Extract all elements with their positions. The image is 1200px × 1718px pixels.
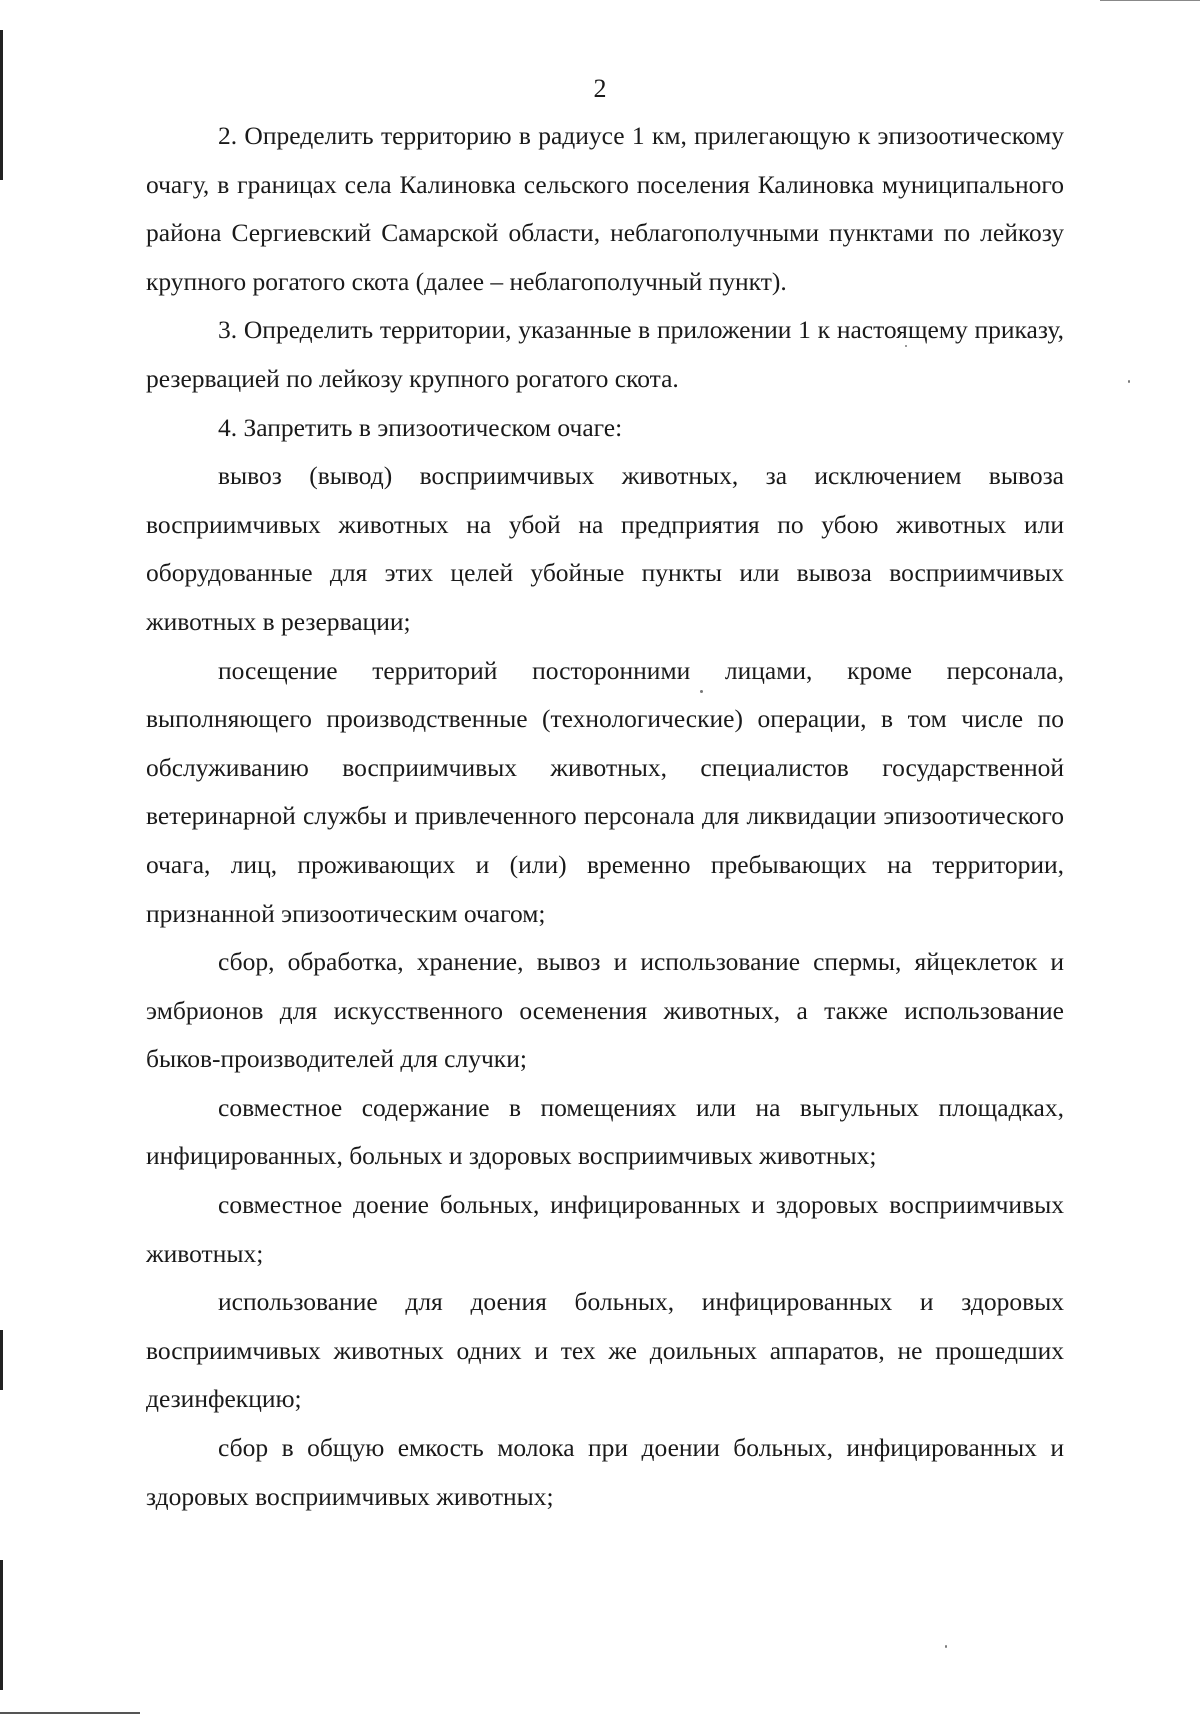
prohibition-joint-milking: совместное доение больных, инфицированных и здоровых восприимчивых животных; (146, 1190, 1064, 1268)
prohibition-joint-housing: совместное содержание в помещениях или на выгульных площадках, инфицированных, больных и здоровых восприимчивых животных; (146, 1092, 1064, 1171)
paragraph-item-3: 3. Определить территории, указанные в приложении 1 к настоящему приказу, резервацией по лейкозу крупного рогатого скота. (146, 315, 1064, 393)
paragraph-item-4: 4. Запретить в эпизоотическом очаге: (218, 412, 623, 442)
scan-speck (1128, 380, 1130, 383)
prohibition-animal-removal: вывоз (вывод) восприимчивых животных, за исключением вывоза восприимчивых животных на убой на предприятия по убою животных или оборудованные для этих целей убойные пункты или вывоза восприимчивых животных в резервации; (146, 461, 1064, 636)
page-number: 2 (593, 74, 607, 103)
paragraph-item-2: 2. Определить территорию в радиусе 1 км, прилегающую к эпизоотическому очагу, в границах села Калиновка сельского поселения Калиновка муниципального района Сергиевский Самарской области, неблагополучными пунктами по лейкозу крупного рогатого скота (далее – неблагополучный пункт). (146, 121, 1064, 296)
prohibition-visits: посещение территорий посторонними лицами, кроме персонала, выполняющего производственные (технологические) операции, в том числе по обслуживанию восприимчивых животных, специалистов государственной ветеринарной службы и привлеченного персонала для ликвидации эпизоотического очага, лиц, проживающих и (или) временно пребывающих на территории, признанной эпизоотическим очагом; (146, 655, 1064, 928)
scan-speck (945, 1645, 947, 1648)
scan-bottom-rule (0, 1712, 140, 1714)
prohibition-common-milk-container: сбор в общую емкость молока при доении больных, инфицированных и здоровых восприимчивых животных; (146, 1433, 1064, 1511)
document-body (146, 112, 1064, 1521)
prohibition-semen-embryos: сбор, обработка, хранение, вывоз и использование спермы, яйцеклеток и эмбрионов для искусственного осеменения животных, а также использование быков-производителей для случки; (146, 947, 1064, 1074)
scan-edge-mark-middle (0, 1330, 3, 1390)
scan-top-rule (1100, 0, 1200, 1)
prohibition-shared-equipment: использование для доения больных, инфицированных и здоровых восприимчивых животных одних и тех же доильных аппаратов, не прошедших дезинфекцию; (146, 1287, 1064, 1414)
scan-edge-mark-bottom (0, 1560, 3, 1690)
